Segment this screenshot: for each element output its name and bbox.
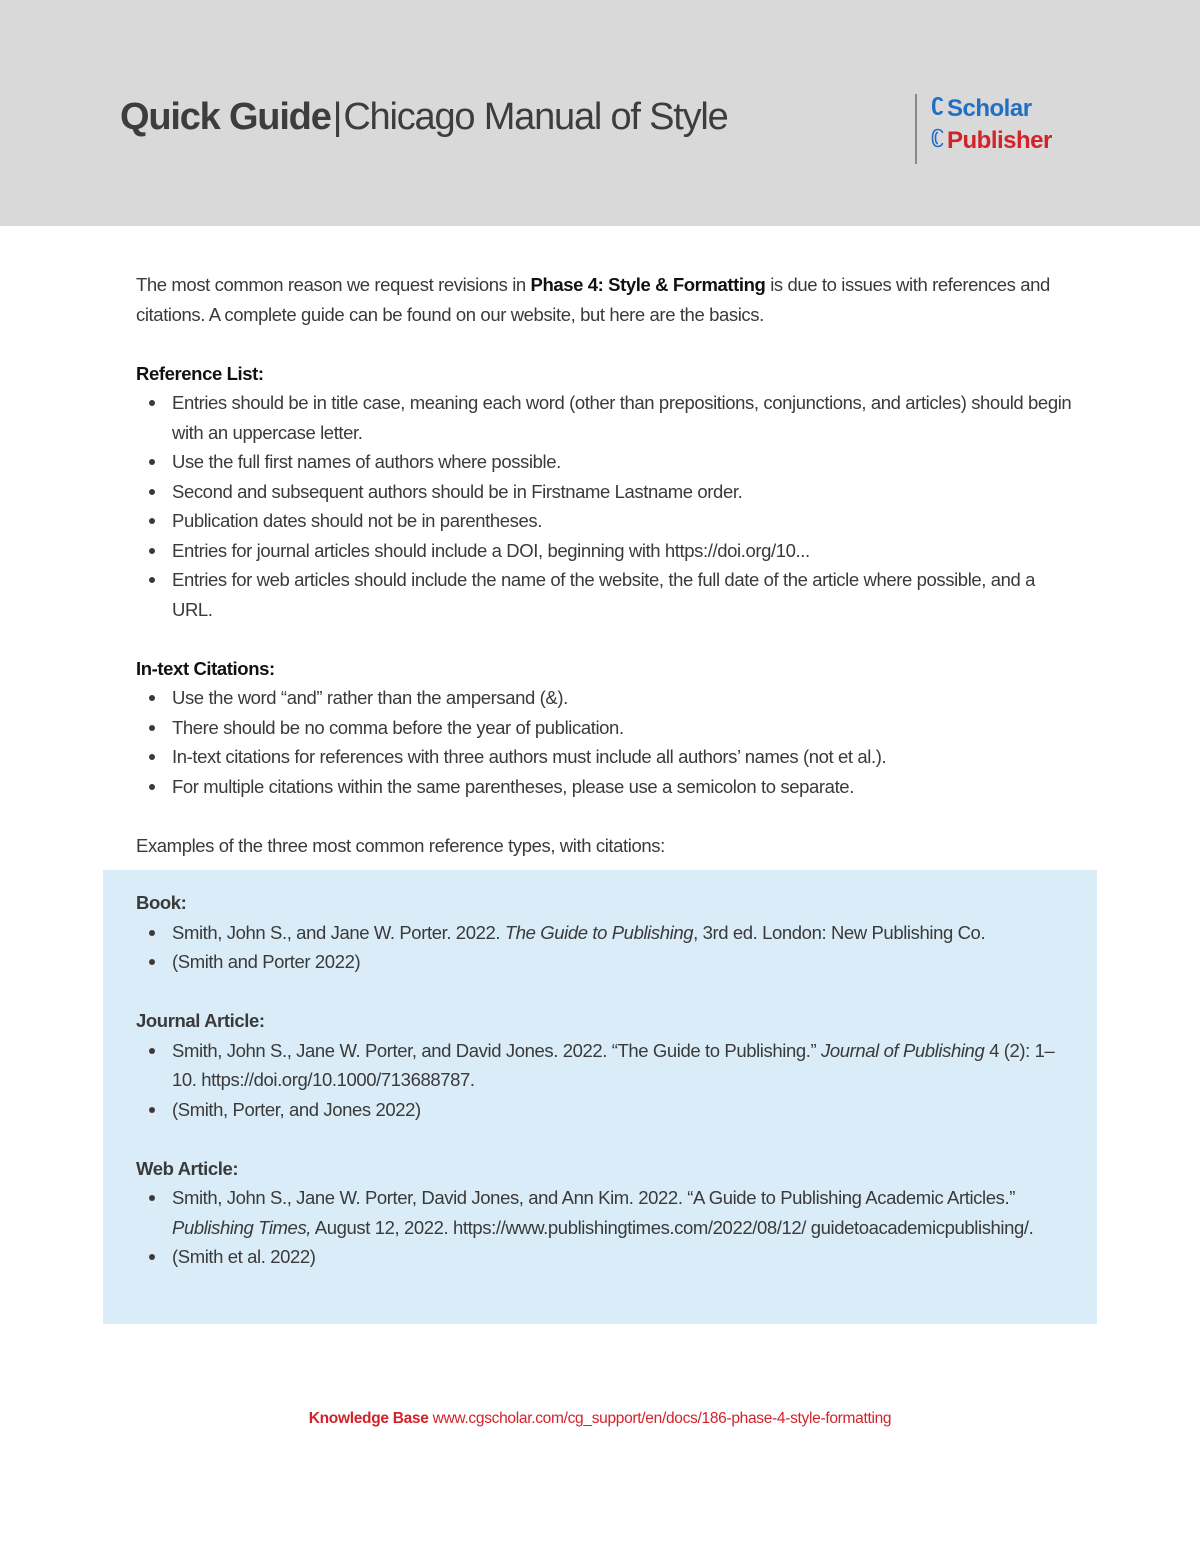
ref-text: Smith, John S., Jane W. Porter, and David Jones. 2022. “The Guide to Publishing.” — [172, 1039, 821, 1061]
logo-publisher — [931, 127, 1052, 155]
journal-reference — [136, 1036, 1076, 1095]
in-text-citations-heading: In-text Citations: — [136, 657, 275, 679]
title-separator: | — [332, 96, 342, 138]
cg-logo-outline-icon — [931, 127, 945, 155]
header-banner — [0, 0, 1200, 226]
examples-content — [136, 888, 1076, 1272]
journal-heading: Journal Article: — [136, 1010, 265, 1031]
book-example — [136, 918, 1076, 977]
web-reference — [136, 1183, 1076, 1242]
page-title — [120, 96, 728, 139]
list-item: Second and subsequent authors should be in Firstname Lastname order. — [136, 477, 1076, 507]
ref-text: , 3rd ed. London: New Publishing Co. — [693, 921, 986, 943]
list-item: Entries for journal articles should include a DOI, beginning with https://doi.org/10... — [136, 536, 1076, 566]
cg-logo-icon — [931, 95, 945, 123]
main-content — [136, 270, 1076, 860]
intro-text-before: The most common reason we request revisions in — [136, 274, 531, 295]
book-citation: (Smith and Porter 2022) — [136, 947, 1076, 977]
reference-list-heading: Reference List: — [136, 362, 264, 384]
logo-scholar — [931, 95, 1032, 123]
intro-phase-bold: Phase 4: Style & Formatting — [530, 274, 766, 295]
journal-example — [136, 1036, 1076, 1125]
ref-text: Smith, John S., Jane W. Porter, David Jones, and Ann Kim. 2022. “A Guide to Publishing Academic Articles.” — [172, 1187, 1015, 1208]
list-item: In-text citations for references with three authors must include all authors’ names (not et al.). — [136, 742, 1076, 772]
web-citation: (Smith et al. 2022) — [136, 1242, 1076, 1272]
ref-title-italic: The Guide to Publishing — [504, 921, 694, 943]
ref-text: Smith, John S., and Jane W. Porter. 2022. — [172, 921, 505, 943]
examples-intro: Examples of the three most common reference types, with citations: — [136, 834, 665, 856]
title-subtitle: Chicago Manual of Style — [343, 96, 728, 138]
title-bold: Quick Guide — [120, 96, 331, 138]
ref-text: 4 (2): 1–10. https://doi.org/10.1000/713688787. — [172, 1039, 1055, 1090]
list-item: Entries should be in title case, meaning each word (other than prepositions, conjunctions, and articles) should begin with an uppercase letter. — [136, 388, 1076, 447]
knowledge-base-link[interactable]: www.cgscholar.com/cg_support/en/docs/186-phase-4-style-formatting — [432, 1410, 892, 1427]
book-heading: Book: — [136, 892, 187, 913]
intro-paragraph — [136, 270, 1076, 329]
knowledge-base-label: Knowledge Base — [308, 1410, 429, 1427]
footer — [0, 1410, 1200, 1428]
list-item: Use the full first names of authors where possible. — [136, 447, 1076, 477]
in-text-citation-rules — [136, 683, 1076, 801]
web-example — [136, 1183, 1076, 1272]
ref-title-italic: Journal of Publishing — [820, 1039, 985, 1061]
logo-divider — [915, 94, 917, 164]
journal-citation: (Smith, Porter, and Jones 2022) — [136, 1095, 1076, 1125]
ref-title-italic: Publishing Times, — [172, 1216, 312, 1238]
book-reference — [136, 918, 1076, 948]
ref-text: August 12, 2022. https://www.publishingtimes.com/2022/08/12/ guidetoacademicpublishing/. — [311, 1216, 1034, 1238]
logo-scholar-text: Scholar — [947, 95, 1032, 122]
web-heading: Web Article: — [136, 1157, 239, 1179]
list-item: There should be no comma before the year of publication. — [136, 713, 1076, 743]
list-item: For multiple citations within the same parentheses, please use a semicolon to separate. — [136, 772, 1076, 802]
logo-publisher-text: Publisher — [947, 127, 1052, 154]
intro-text-after: is due to issues with references and citations. A complete guide can be found on our website, but here are the basics. — [136, 274, 1050, 325]
list-item: Publication dates should not be in parentheses. — [136, 506, 1076, 536]
reference-list-rules — [136, 388, 1076, 624]
list-item: Use the word “and” rather than the ampersand (&). — [136, 683, 1076, 713]
list-item: Entries for web articles should include the name of the website, the full date of the article where possible, and a URL. — [136, 565, 1076, 624]
